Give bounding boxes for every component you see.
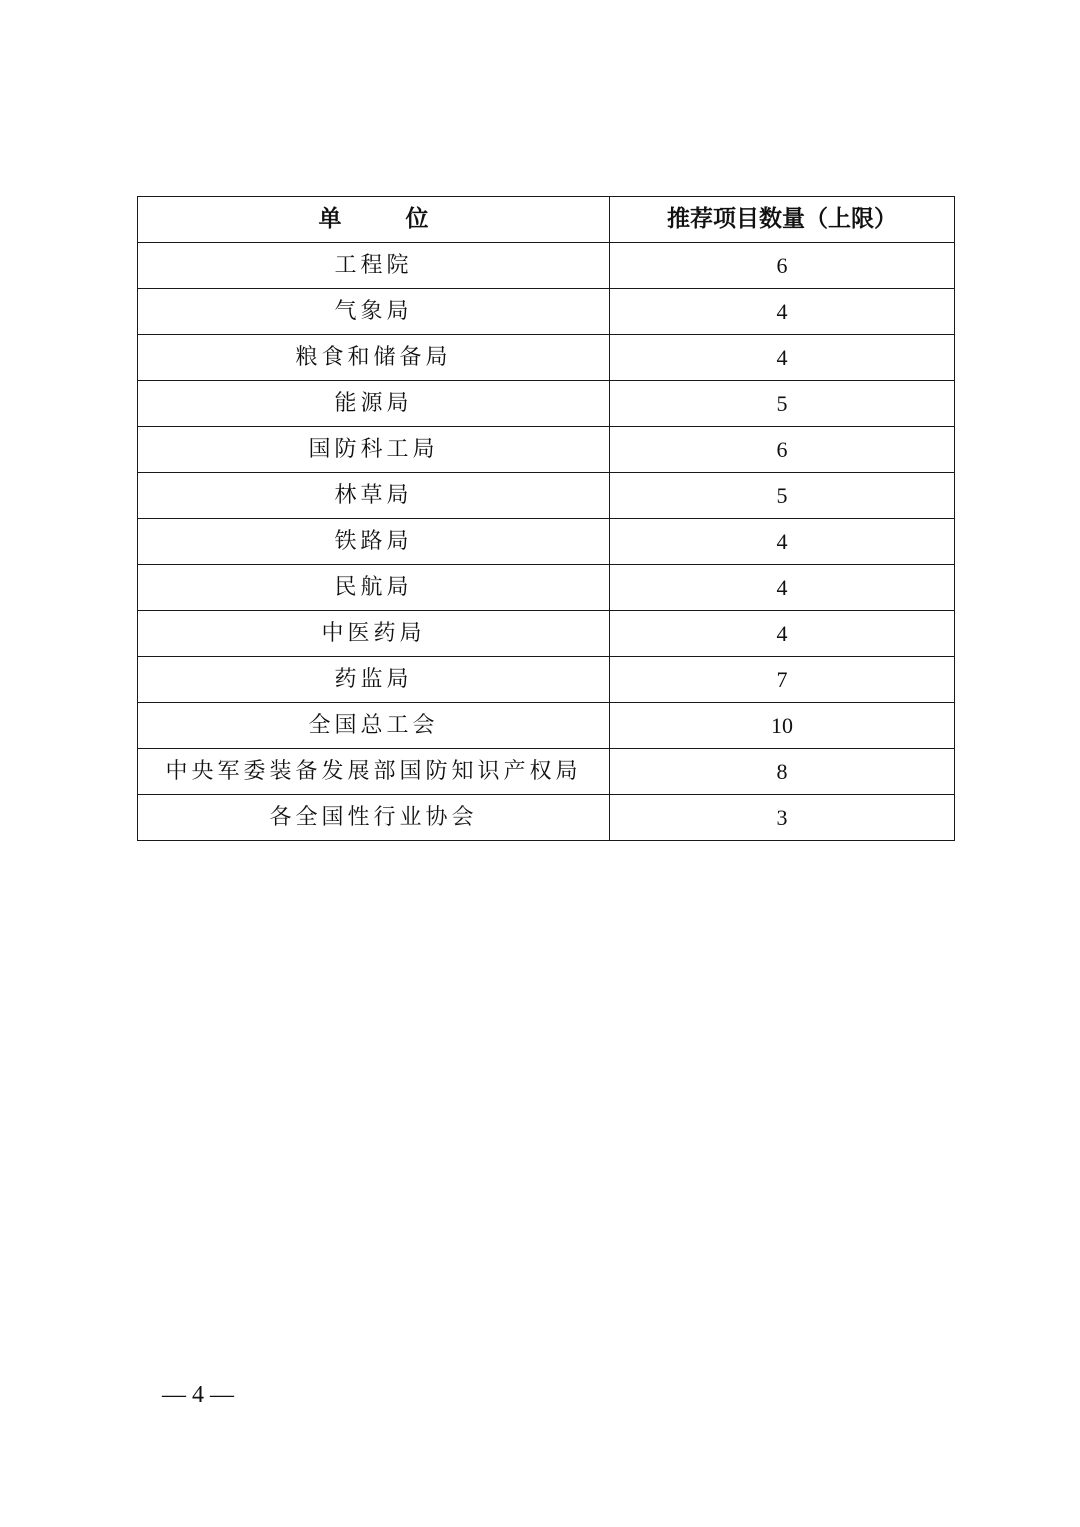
table-row xyxy=(138,657,955,703)
unit-cell: 中医药局 xyxy=(138,611,610,657)
unit-cell: 林草局 xyxy=(138,473,610,519)
table-row xyxy=(138,335,955,381)
table-row xyxy=(138,243,955,289)
unit-cell: 工程院 xyxy=(138,243,610,289)
table-row xyxy=(138,289,955,335)
unit-cell: 能源局 xyxy=(138,381,610,427)
table-header-row xyxy=(138,197,955,243)
quota-cell: 6 xyxy=(610,427,955,473)
table-row xyxy=(138,749,955,795)
unit-cell: 全国总工会 xyxy=(138,703,610,749)
quota-table xyxy=(137,196,955,841)
unit-cell: 各全国性行业协会 xyxy=(138,795,610,841)
unit-cell: 民航局 xyxy=(138,565,610,611)
table-row xyxy=(138,565,955,611)
table-row xyxy=(138,703,955,749)
table-row xyxy=(138,611,955,657)
quota-cell: 3 xyxy=(610,795,955,841)
page-number: — 4 — xyxy=(162,1382,234,1408)
quota-cell: 5 xyxy=(610,381,955,427)
column-header-unit: 单 位 xyxy=(138,197,610,243)
quota-cell: 7 xyxy=(610,657,955,703)
quota-cell: 8 xyxy=(610,749,955,795)
column-header-quota: 推荐项目数量（上限） xyxy=(610,197,955,243)
quota-cell: 4 xyxy=(610,611,955,657)
unit-cell: 国防科工局 xyxy=(138,427,610,473)
table-row xyxy=(138,381,955,427)
table-row xyxy=(138,795,955,841)
table-row xyxy=(138,427,955,473)
unit-cell: 气象局 xyxy=(138,289,610,335)
quota-cell: 5 xyxy=(610,473,955,519)
quota-cell: 6 xyxy=(610,243,955,289)
table-row xyxy=(138,519,955,565)
unit-cell: 药监局 xyxy=(138,657,610,703)
quota-cell: 4 xyxy=(610,519,955,565)
unit-cell: 铁路局 xyxy=(138,519,610,565)
unit-cell: 粮食和储备局 xyxy=(138,335,610,381)
table-row xyxy=(138,473,955,519)
quota-cell: 4 xyxy=(610,565,955,611)
unit-cell: 中央军委装备发展部国防知识产权局 xyxy=(138,749,610,795)
quota-cell: 10 xyxy=(610,703,955,749)
quota-cell: 4 xyxy=(610,335,955,381)
quota-cell: 4 xyxy=(610,289,955,335)
